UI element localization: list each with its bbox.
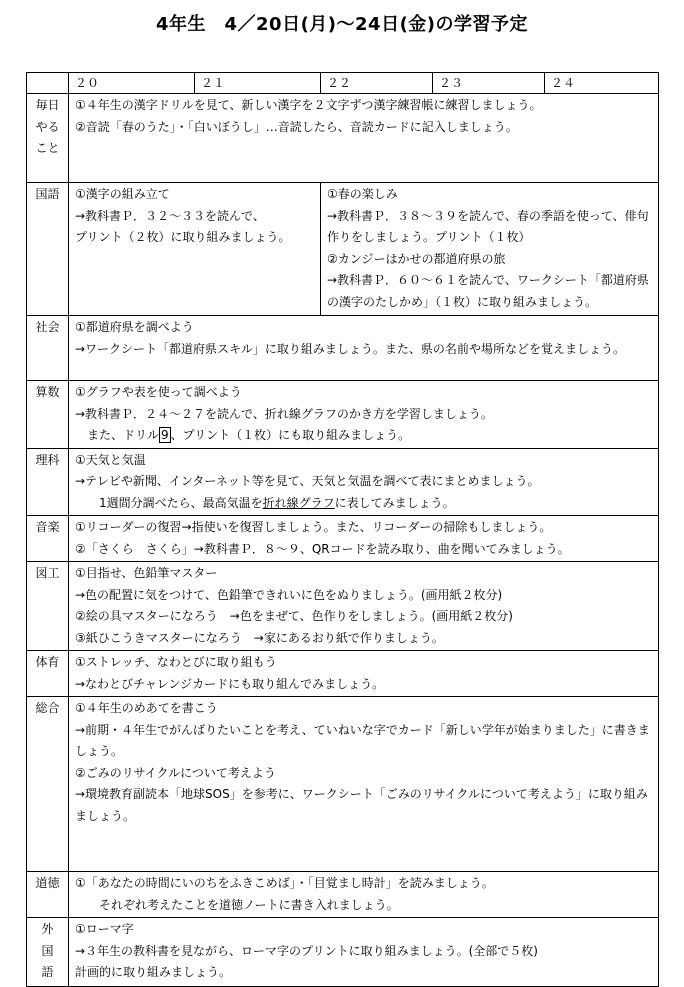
sansu-content bbox=[69, 381, 659, 449]
subject-gaikoku-line: 外 bbox=[41, 922, 54, 936]
subject-zuko bbox=[27, 562, 69, 651]
subject-daily-line: やる bbox=[35, 119, 60, 134]
header-day-21: ２１ bbox=[195, 73, 321, 94]
daily-line: ①４年生の漢字ドリルを見て、新しい漢字を２文字ずつ漢字練習帳に練習しましょう。 bbox=[75, 98, 542, 112]
gaikoku-line: ①ローマ字 bbox=[75, 922, 134, 936]
sogo-line: →前期・４年生でがんばりたいことを考え、ていねいな字でカード「新しい学年が始まりました」に書きましょう。 bbox=[75, 722, 650, 758]
rika-content bbox=[69, 448, 659, 516]
dotoku-line: それぞれ考えたことを道徳ノートに書き入れましょう。 bbox=[99, 897, 399, 912]
sansu-line: ①グラフや表を使って調べよう bbox=[75, 385, 242, 399]
sansu-line bbox=[75, 425, 654, 447]
kokugo-right-line: →教科書Ｐ．６０～６１を読んで、ワークシート「都道府県の漢字のたしかめ」（１枚）に取り組みましょう。 bbox=[327, 273, 649, 309]
rika-line3-post: に表してみましょう。 bbox=[334, 495, 455, 510]
subject-sogo bbox=[27, 697, 69, 872]
taiiku-content bbox=[69, 651, 659, 697]
kokugo-right-line: →教科書Ｐ．３８～３９を読んで、春の季語を使って、俳句作りをしましょう。プリント（１枚） bbox=[327, 208, 649, 244]
subject-shakai bbox=[27, 316, 69, 381]
subject-rika bbox=[27, 448, 69, 516]
daily-line: ②音読「春のうた」・「白いぼうし」…音読したら、音読カードに記入しましょう。 bbox=[75, 119, 518, 134]
header-day-20: ２０ bbox=[69, 73, 195, 94]
header-row bbox=[27, 73, 659, 94]
dotoku-line: ①「あなたの時間にいのちをふきこめば」・「目覚まし時計」を読みましょう。 bbox=[75, 876, 494, 890]
row-taiiku bbox=[27, 651, 659, 697]
gaikoku-line: 計画的に取り組みましょう。 bbox=[75, 965, 232, 979]
subject-ongaku bbox=[27, 516, 69, 562]
sansu-line3-post: 、プリント（１枚）にも取り組みましょう。 bbox=[170, 428, 411, 442]
subject-sogo-label: 総合 bbox=[35, 701, 60, 715]
rika-line: →テレビや新聞、インターネット等を見て、天気と気温を調べて表にまとめましょう。 bbox=[75, 474, 540, 488]
subject-gaikoku-line: 語 bbox=[41, 965, 54, 979]
sogo-content bbox=[69, 697, 659, 872]
subject-shakai-label: 社会 bbox=[35, 320, 60, 334]
dotoku-content bbox=[69, 872, 659, 918]
subject-sansu-label: 算数 bbox=[35, 385, 60, 399]
sogo-line: ②ごみのリサイクルについて考えよう bbox=[75, 765, 276, 780]
kokugo-left-line: →教科書Ｐ．３２～３３を読んで、 bbox=[75, 208, 265, 223]
row-zuko bbox=[27, 562, 659, 651]
gaikoku-line: →３年生の教科書を見ながら、ローマ字のプリントに取り組みましょう。(全部で５枚) bbox=[75, 943, 538, 958]
subject-gaikoku-line: 国 bbox=[41, 943, 54, 958]
header-corner-cell bbox=[27, 73, 69, 94]
shakai-content bbox=[69, 316, 659, 381]
subject-daily-line: 毎日 bbox=[35, 98, 60, 112]
subject-daily bbox=[27, 94, 69, 183]
rika-line3-pre: 1週間分調べたら、最高気温を bbox=[99, 495, 263, 510]
zuko-line: →色の配置に気をつけて、色鉛筆できれいに色をぬりましょう。(画用紙２枚分) bbox=[75, 587, 503, 602]
zuko-content bbox=[69, 562, 659, 651]
row-dotoku bbox=[27, 872, 659, 918]
ongaku-line: ①リコーダーの復習→指使いを復習しましょう。また、リコーダーの掃除もしましょう。 bbox=[75, 520, 552, 534]
row-shakai bbox=[27, 316, 659, 381]
subject-zuko-label: 図工 bbox=[35, 566, 60, 580]
kokugo-left-content bbox=[69, 183, 321, 316]
subject-kokugo bbox=[27, 183, 69, 316]
subject-daily-line: こと bbox=[35, 141, 60, 155]
subject-sansu bbox=[27, 381, 69, 449]
sogo-line: ①４年生のめあてを書こう bbox=[75, 701, 218, 715]
gaikoku-content bbox=[69, 918, 659, 987]
header-day-24: ２４ bbox=[545, 73, 659, 94]
row-kokugo bbox=[27, 183, 659, 316]
sansu-line: →教科書Ｐ．２４～２７を読んで、折れ線グラフのかき方を学習しましょう。 bbox=[75, 406, 493, 421]
kokugo-right-line: ①春の楽しみ bbox=[327, 187, 398, 201]
subject-taiiku bbox=[27, 651, 69, 697]
row-gaikoku bbox=[27, 918, 659, 987]
kokugo-left-line: プリント（２枚）に取り組みましょう。 bbox=[75, 230, 291, 244]
shakai-line: ①都道府県を調べよう bbox=[75, 320, 194, 334]
schedule-table bbox=[26, 72, 659, 987]
row-rika bbox=[27, 448, 659, 516]
rika-line: ①天気と気温 bbox=[75, 452, 146, 467]
row-ongaku bbox=[27, 516, 659, 562]
sogo-line: →環境教育副読本「地球SOS」を参考に、ワークシート「ごみのリサイクルについて考えよう」に取り組みましょう。 bbox=[75, 787, 648, 823]
row-sansu bbox=[27, 381, 659, 449]
sansu-line3-pre: また、ドリル bbox=[87, 428, 160, 442]
page-title: 4年生 4／20日(月)～24日(金)の学習予定 bbox=[155, 14, 529, 35]
subject-dotoku-label: 道徳 bbox=[35, 876, 60, 890]
subject-taiiku-label: 体育 bbox=[35, 655, 60, 669]
kokugo-right-content bbox=[321, 183, 659, 316]
header-day-22: ２２ bbox=[321, 73, 433, 94]
daily-content bbox=[69, 94, 659, 183]
kokugo-left-line: ①漢字の組み立て bbox=[75, 187, 170, 201]
rika-line bbox=[75, 493, 654, 515]
header-day-23: ２３ bbox=[433, 73, 545, 94]
subject-kokugo-label: 国語 bbox=[35, 187, 60, 201]
row-daily bbox=[27, 94, 659, 183]
zuko-line: ①目指せ、色鉛筆マスター bbox=[75, 566, 218, 580]
row-sogo bbox=[27, 697, 659, 872]
rika-line3-underlined: 折れ線グラフ bbox=[262, 495, 335, 510]
zuko-line: ②絵の具マスターになろう →色をまぜて、色作りをしましょう。(画用紙２枚分) bbox=[75, 609, 513, 623]
subject-ongaku-label: 音楽 bbox=[35, 520, 60, 534]
ongaku-line: ②「さくら さくら」→教科書Ｐ．８～９、QRコードを読み取り、曲を聞いてみましょう。 bbox=[75, 541, 570, 556]
subject-gaikoku bbox=[27, 918, 69, 987]
taiiku-line: ①ストレッチ、なわとびに取り組もう bbox=[75, 655, 277, 669]
kokugo-right-line: ②カンジーはかせの都道府県の旅 bbox=[327, 251, 506, 266]
shakai-line: →ワークシート「都道府県スキル」に取り組みましょう。また、県の名前や場所などを覚えましょう。 bbox=[75, 341, 625, 356]
ongaku-content bbox=[69, 516, 659, 562]
subject-rika-label: 理科 bbox=[35, 452, 60, 467]
taiiku-line: →なわとびチャレンジカードにも取り組んでみましょう。 bbox=[75, 676, 385, 691]
drill-number-box: 9 bbox=[161, 428, 169, 442]
subject-dotoku bbox=[27, 872, 69, 918]
zuko-line: ③紙ひこうきマスターになろう →家にあるおり紙で作りましょう。 bbox=[75, 630, 444, 645]
